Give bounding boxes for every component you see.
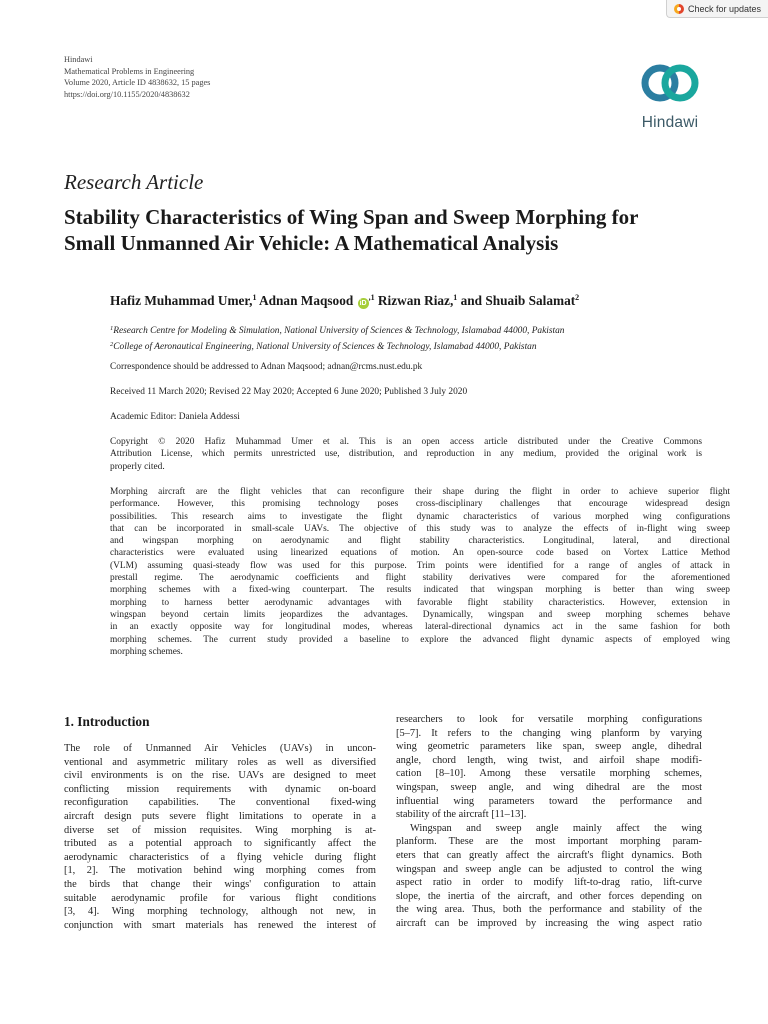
abstract-line: in an exactly opposite way for longitudinal modes, whereas lateral-directional dynamics act in the same fashion for both [110,622,730,633]
volume-line: Volume 2020, Article ID 4838632, 15 pages [64,78,211,88]
body-line: cation [8–10]. Among these versatile morphing schemes, [396,768,702,780]
author-name: Rizwan Riaz, [377,293,454,308]
body-line: wingspan, sweep angle, and wing dihedral are the most [396,781,702,793]
abstract-line: characteristics were evaluated using linearized equations of motion. An open-source code based on Vortex Lattice Method [110,548,730,559]
copyright-line: Attribution License, which permits unrestricted use, distribution, and reproduction in any medium, provided the original work is [110,449,702,460]
body-column-right [396,713,702,931]
title-line: Stability Characteristics of Wing Span and Sweep Morphing for [64,205,639,229]
title-line: Small Unmanned Air Vehicle: A Mathematical Analysis [64,231,559,255]
abstract-line: and wingspan morphing on aerodynamic and flight stability characteristics. Longitudinal, lateral, and directional [110,536,730,547]
author-name: Hafiz Muhammad Umer, [110,293,253,308]
affiliation-number: 2 [110,341,114,348]
correspondence-line: Correspondence should be addressed to Adnan Maqsood; adnan@rcms.nust.edu.pk [110,362,423,372]
affiliation-number: 1 [110,325,114,332]
body-line: aspect ratio in order to modify lift-to-drag ratio, lift-curve [396,877,702,889]
doi-link[interactable]: https://doi.org/10.1155/2020/4838632 [64,90,190,100]
journal-meta [64,54,210,101]
body-line: [5–7]. It refers to the changing wing planform by varying [396,727,702,739]
body-line: wing geometric parameters like span, sweep angle, dihedral [396,741,702,753]
academic-editor: Academic Editor: Daniela Addessi [110,412,240,422]
body-line: ventional and asymmetric military roles as well as diversified [64,756,376,768]
body-line: aerodynamic characteristics of a flying vehicle during flight [64,851,376,863]
orcid-icon[interactable]: iD [359,300,367,307]
body-line: Wingspan and sweep angle mainly affect the wing [410,822,702,834]
body-line: civil environments is on the rise. UAVs are designed to meet [64,770,376,782]
author-list [110,293,579,309]
body-line: tributed as a potential approach to significantly affect the [64,838,376,850]
check-for-updates-label: Check for updates [688,3,762,14]
body-line: [1, 2]. The motivation behind wing morphing comes from [64,865,376,877]
body-column-left [64,742,376,932]
abstract-line: performance. However, this promising technology poses cross-disciplinary challenges that encourage widespread design [110,499,730,510]
abstract-line: (VLM) assuming quasi-steady flow was used for this purpose. Trim points were identified for a range of angles of attack in [110,560,730,571]
abstract-line: prestall regime. The aerodynamic coefficients and flight stability derivatives were compared for the aforementioned [110,573,730,584]
hindawi-logo-icon [640,56,700,110]
copyright-line: properly cited. [110,461,165,472]
abstract-line: morphing schemes. [110,646,183,657]
body-line: researchers to look for versatile morphing configurations [396,714,702,725]
journal-name: Mathematical Problems in Engineering [64,66,195,76]
author-affiliation-mark: ,1 [368,293,375,302]
body-line: [3, 4]. Wing morphing technology, although not new, in [64,906,376,918]
crossmark-icon [674,4,684,14]
body-line: suitable aerodynamic profile for various flight conditions [64,892,376,904]
body-line: The role of Unmanned Air Vehicles (UAVs) in uncon- [64,743,376,754]
abstract-line: morphing schemes with a fixed-wing counterpart. The results indicated that wingspan morphing is better than wing sweep [110,585,730,596]
author-affiliation-mark: 2 [575,293,580,302]
author-name: and Shuaib Salamat [460,293,576,308]
author-affiliation-mark: 1 [252,293,257,302]
body-line: stability of the aircraft [11–13]. [396,809,527,821]
affiliation-line [110,322,565,338]
copyright-notice [110,436,702,473]
abstract-line: possibilities. This research aims to investigate the flight dynamic characteristics of various morphed wing configurations [110,511,730,522]
affiliations [110,322,565,354]
article-type: Research Article [64,170,204,194]
copyright-line: Copyright © 2020 Hafiz Muhammad Umer et al. This is an open access article distributed under the Creative Commons [110,437,702,447]
publication-history: Received 11 March 2020; Revised 22 May 2020; Accepted 6 June 2020; Published 3 July 2020 [110,387,468,397]
body-line: aircraft can be improved by increasing the wing aspect ratio [396,917,702,929]
body-line: slope, the inertia of the aircraft, and other forces depending on [396,890,702,902]
body-line: reconfiguration capabilities. The conventional fixed-wing [64,797,376,809]
publisher-name: Hindawi [64,55,93,64]
body-line: diverse set of mission requisites. Wing morphing is at- [64,824,376,836]
body-line: conjunction with smart materials has renewed the interest of [64,919,376,931]
body-line: angle, chord length, wing twist, and airfoil shape modifi- [396,754,702,766]
body-line: the birds that change their wings' configuration to attain [64,878,376,890]
abstract-line: that can be incorporated in small-scale UAVs. The objective of this study was to analyze the effects of in-flight wing sweep [110,523,730,534]
body-line: planform. These are the most important morphing param- [396,836,702,848]
body-line: wingspan and sweep angle can be adjusted to control the wing [396,863,702,875]
author-affiliation-mark: 1 [453,293,458,302]
affiliation-line [110,338,565,354]
hindawi-logo [630,56,710,134]
body-line: aircraft design puts severe flight limitations to operate in a [64,810,376,822]
affiliation-text: College of Aeronautical Engineering, National University of Sciences & Technology, Islamabad 44000, Pakistan [113,342,537,352]
body-line: eters that can greatly affect the aircraft's flight dynamics. Both [396,849,702,861]
body-line: conflicting mission requirements with dynamic on-board [64,783,376,795]
abstract-line: Morphing aircraft are the flight vehicles that can reconfigure their shape during the flight in order to achieve superior flight [110,487,730,497]
body-line: influential wing parameters toward the performance and [396,795,702,807]
affiliation-text: Research Centre for Modeling & Simulation, National University of Sciences & Technology, Islamabad 44000, Pakistan [113,326,565,336]
paper-title [64,204,724,256]
author-name: Adnan Maqsood [259,293,354,308]
abstract-line: morphing to harness better aerodynamic advantages with favorable flight stability characteristics. However, extension in [110,597,730,608]
abstract-line: morphing schemes. The current study provided a baseline to explore the advanced flight dynamic aspects of employed wing [110,634,730,645]
section-heading: 1. Introduction [64,714,150,729]
logo-wordmark: Hindawi [641,114,699,131]
check-for-updates-button[interactable] [666,0,768,18]
abstract-line: wingspan beyond certain limits jeopardizes the advantages. Dynamically, wingspan and sweep morphing schemes behave [110,609,730,620]
body-line: the wing area. Thus, both the performance and stability of the [396,904,702,916]
abstract [110,486,730,658]
